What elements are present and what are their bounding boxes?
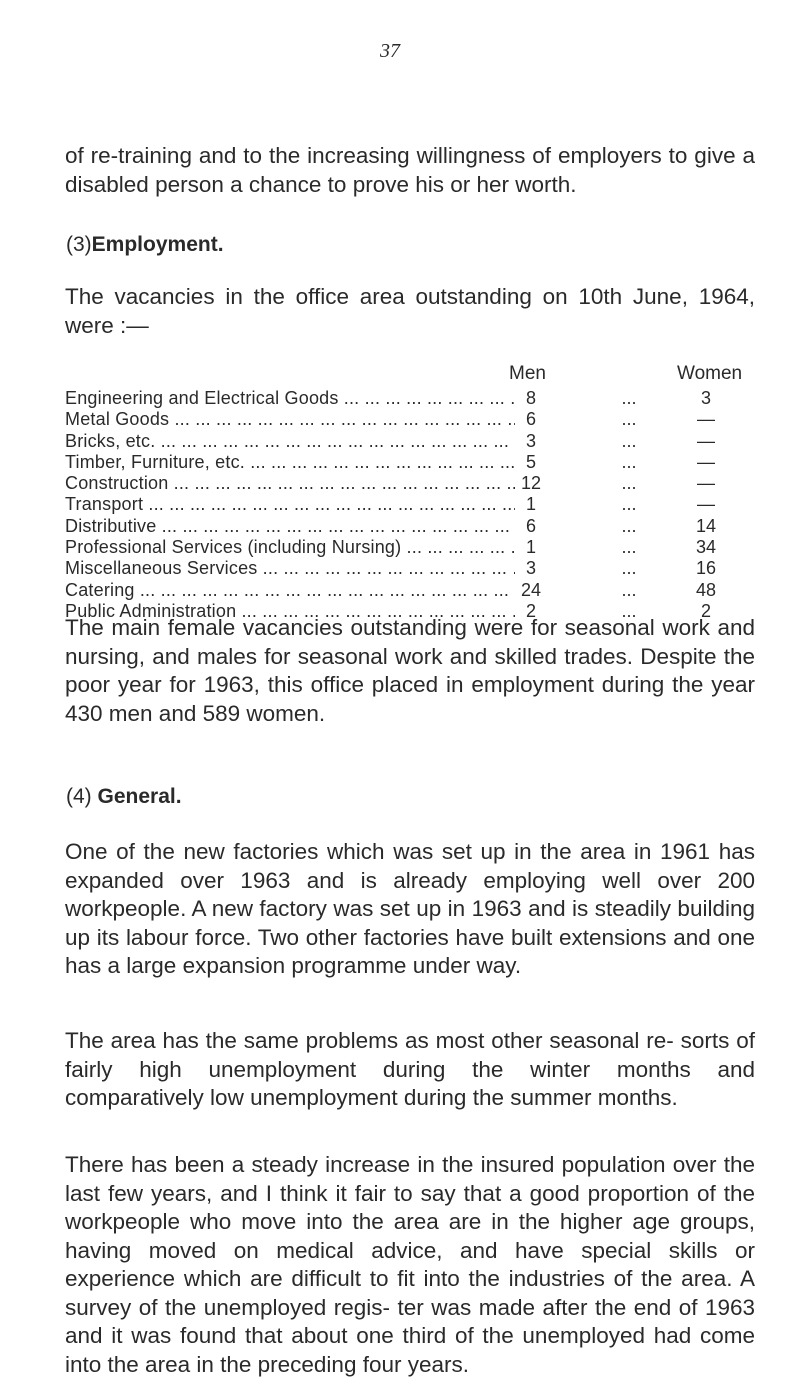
men-value: 3 <box>525 430 536 451</box>
men-value: 2 <box>525 600 536 621</box>
row-label: Miscellaneous Services ... . <box>65 558 515 579</box>
women-value: 48 <box>695 579 717 600</box>
table-row <box>65 516 765 537</box>
women-value: 2 <box>700 600 711 621</box>
table-row <box>65 473 765 494</box>
women-value: — <box>697 473 715 494</box>
separator-dots: ... <box>621 473 637 494</box>
men-value: 12 <box>520 473 542 494</box>
row-label: Timber, Furniture, etc. ... . <box>65 452 515 473</box>
women-value: — <box>697 409 715 430</box>
table-row <box>65 494 765 515</box>
table-row <box>65 431 765 452</box>
row-label: Professional Services (including Nursing) ... . <box>65 537 515 558</box>
men-value: 24 <box>520 579 542 600</box>
section-3-title: Employment. <box>91 233 224 256</box>
general-paragraph-1: One of the new factories which was set up in the area in 1961 has expanded over 1963 and is already employing well over 200 workpeople. A new factory was set up in 1963 and is steadily building up its labour force. Two other factories have built extensions and one has a large expansion programme under way. <box>65 839 755 978</box>
general-paragraph-2: The area has the same problems as most other seasonal re- sorts of fairly high unemployment during the winter months and comparatively low unemployment during the summer months. <box>65 1028 755 1110</box>
men-value: 6 <box>525 409 536 430</box>
table-row <box>65 409 765 430</box>
main-vacancies-paragraph: The main female vacancies outstanding were for seasonal work and nursing, and males for seasonal work and skilled trades. Despite the poor year for 1963, this office placed in employment during the year 430 men and 589 women. <box>65 615 755 726</box>
separator-dots: ... <box>621 494 637 515</box>
men-value: 1 <box>525 537 536 558</box>
header-men: Men <box>509 363 546 384</box>
intro-paragraph: of re-training and to the increasing willingness of employers to give a disabled person a chance to prove his or her worth. <box>65 143 755 197</box>
row-label: Public Administration ... . <box>65 601 515 622</box>
table-row <box>65 580 765 601</box>
men-value: 6 <box>525 515 536 536</box>
section-3-heading <box>66 233 224 257</box>
separator-dots: ... <box>621 409 637 430</box>
page-number: 37 <box>380 40 400 62</box>
table-row <box>65 452 765 473</box>
women-value: 3 <box>700 388 711 408</box>
vacancies-intro: The vacancies in the office area outstanding on 10th June, 1964, were :— <box>65 284 755 338</box>
women-value: 16 <box>695 558 717 579</box>
row-label: Metal Goods ... . <box>65 409 515 430</box>
section-4-heading <box>66 785 182 809</box>
row-label: Catering ... . <box>65 580 515 601</box>
women-value: — <box>697 494 715 515</box>
separator-dots: ... <box>621 515 637 536</box>
women-value: — <box>697 430 715 451</box>
row-label: Transport ... . <box>65 494 515 515</box>
women-value: — <box>697 451 715 472</box>
women-value: 14 <box>695 515 717 536</box>
women-value: 34 <box>695 537 717 558</box>
separator-dots: ... <box>621 388 637 408</box>
vacancies-table <box>65 388 765 622</box>
separator-dots: ... <box>621 430 637 451</box>
row-label: Distributive ... . <box>65 516 515 537</box>
section-3-number: (3) <box>66 233 92 256</box>
table-row <box>65 388 765 409</box>
separator-dots: ... <box>621 579 637 600</box>
header-women: Women <box>677 363 743 384</box>
section-4-title: General. <box>97 785 182 808</box>
separator-dots: ... <box>621 558 637 579</box>
men-value: 1 <box>525 494 536 515</box>
separator-dots: ... <box>621 600 637 621</box>
row-label: Engineering and Electrical Goods ... . <box>65 388 515 409</box>
men-value: 5 <box>525 451 536 472</box>
separator-dots: ... <box>621 537 637 558</box>
table-row <box>65 537 765 558</box>
table-row <box>65 558 765 579</box>
men-value: 3 <box>525 558 536 579</box>
row-label: Construction ... . <box>65 473 515 494</box>
separator-dots: ... <box>621 451 637 472</box>
general-paragraph-3: There has been a steady increase in the insured population over the last few years, and I think it fair to say that a good proportion of the workpeople who move into the area are in the higher age groups, having moved on medical advice, and have special skills or experience which are difficult to fit into the industries of the area. A survey of the unemployed regis- ter was made after the end of 1963 and it was found that about one third of the unemployed had come into the area in the preceding four years. <box>65 1152 755 1377</box>
men-value: 8 <box>525 388 536 408</box>
row-label: Bricks, etc. ... . <box>65 431 515 452</box>
section-4-number: (4) <box>66 785 92 808</box>
